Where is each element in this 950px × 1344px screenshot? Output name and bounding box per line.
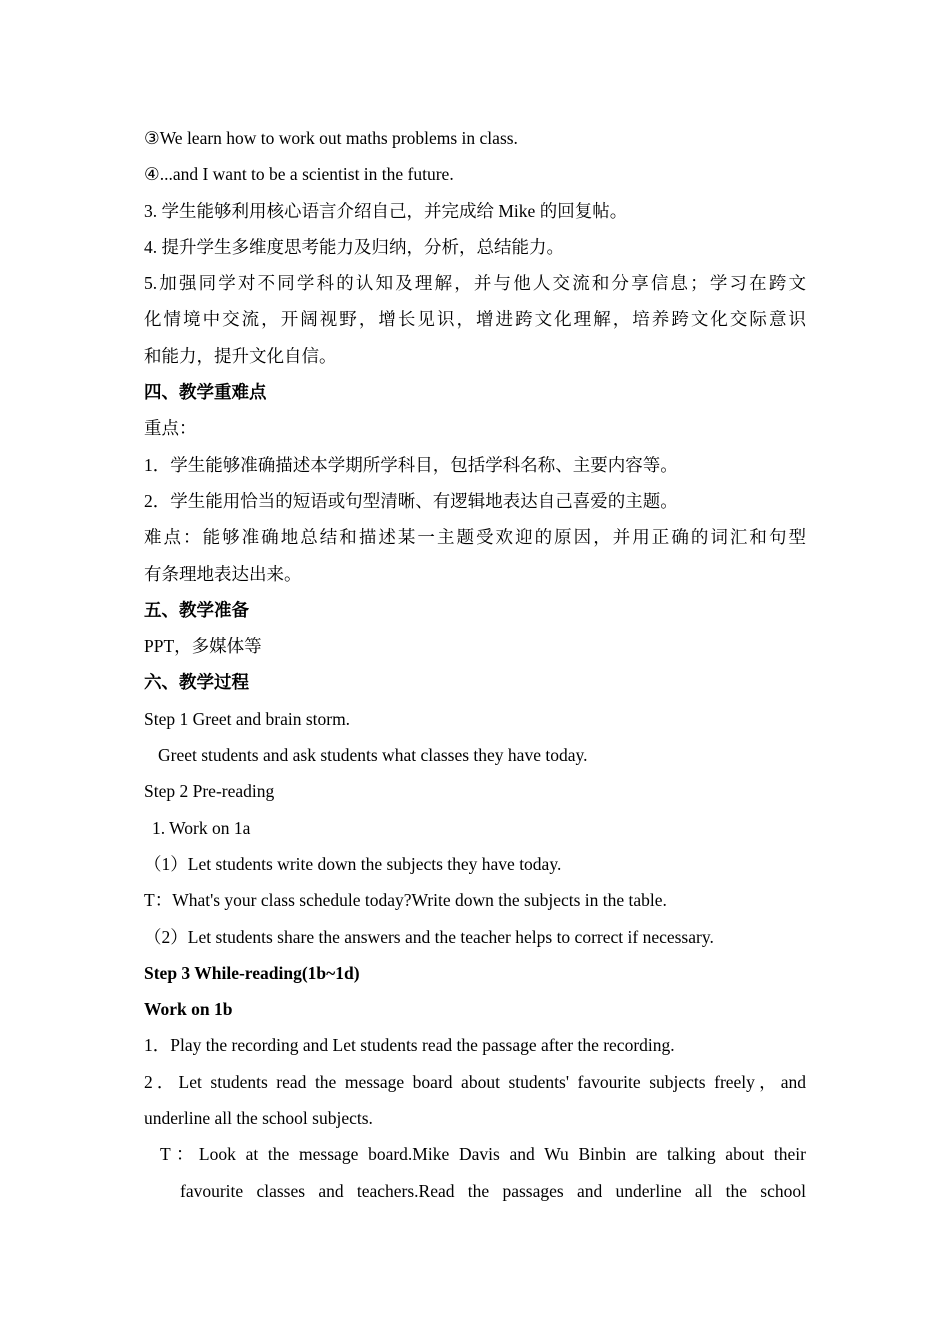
difficulty-line-1: 难点：能够准确地总结和描述某一主题受欢迎的原因，并用正确的词汇和句型 <box>144 527 806 548</box>
step-1-heading: Step 1 Greet and brain storm. <box>144 708 351 729</box>
section-heading-key-points: 四、教学重难点 <box>144 382 267 403</box>
teacher-instruction-line-1: T：Look at the message board.Mike Davis and Wu Binbin are talking about their <box>160 1144 806 1165</box>
step-2-teacher-line: T：What's your class schedule today?Write down the subjects in the table. <box>144 890 667 911</box>
step-2-sub-1: （1）Let students write down the subjects they have today. <box>144 853 562 874</box>
objective-5-line-2: 化情境中交流，开阔视野，增长见识，增进跨文化理解，培养跨文化交际意识 <box>144 309 806 330</box>
section-heading-preparation: 五、教学准备 <box>144 599 249 620</box>
objective-4: 4. 提升学生多维度思考能力及归纳，分析，总结能力。 <box>144 236 564 257</box>
step-3-item-1: 1．Play the recording and Let students read the passage after the recording. <box>144 1035 675 1056</box>
key-point-2: 2．学生能用恰当的短语或句型清晰、有逻辑地表达自己喜爱的主题。 <box>144 490 678 511</box>
section-heading-process: 六、教学过程 <box>144 672 249 693</box>
key-points-label: 重点： <box>144 418 197 439</box>
work-on-1b-heading: Work on 1b <box>144 999 233 1020</box>
objective-example-3: ③We learn how to work out maths problems in class. <box>144 128 518 148</box>
difficulty-line-2: 有条理地表达出来。 <box>144 563 302 584</box>
objective-5-line-1: 5.加强同学对不同学科的认知及理解，并与他人交流和分享信息；学习在跨文 <box>144 273 806 294</box>
step-2-item-1: 1. Work on 1a <box>152 817 251 838</box>
key-point-1: 1．学生能够准确描述本学期所学科目，包括学科名称、主要内容等。 <box>144 454 678 475</box>
objective-3: 3. 学生能够利用核心语言介绍自己，并完成给 Mike 的回复帖。 <box>144 200 628 221</box>
teacher-instruction-line-2: favourite classes and teachers.Read the passages and underline all the school <box>180 1180 806 1201</box>
step-3-item-2-line-1: 2．Let students read the message board about students' favourite subjects freely，and <box>144 1071 806 1092</box>
preparation-text: PPT，多媒体等 <box>144 636 262 657</box>
step-3-heading: Step 3 While-reading(1b~1d) <box>144 962 360 983</box>
step-3-item-2-line-2: underline all the school subjects. <box>144 1108 373 1129</box>
document-page <box>144 120 806 1209</box>
objective-example-4: ④...and I want to be a scientist in the future. <box>144 164 454 185</box>
step-2-heading: Step 2 Pre-reading <box>144 781 275 802</box>
objective-5-line-3: 和能力，提升文化自信。 <box>144 345 337 366</box>
step-2-sub-2: （2）Let students share the answers and the teacher helps to correct if necessary. <box>144 926 714 947</box>
step-1-text: Greet students and ask students what classes they have today. <box>158 745 588 766</box>
